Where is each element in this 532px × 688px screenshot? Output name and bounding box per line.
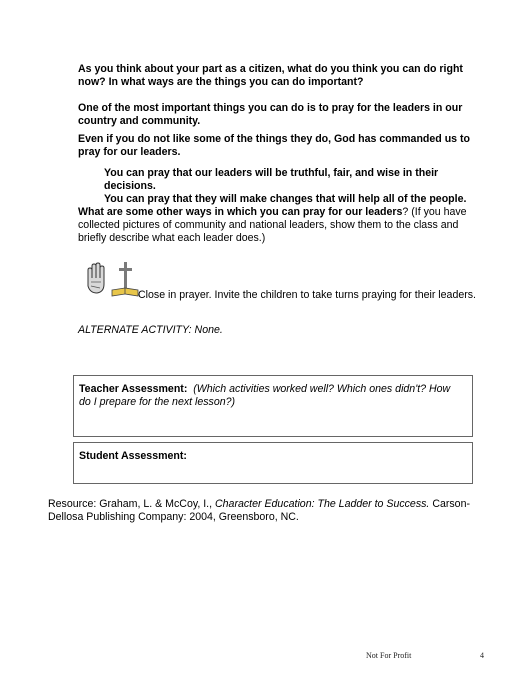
student-assessment-box[interactable] (73, 442, 473, 484)
closing-prayer-text: Close in prayer. Invite the children to take turns praying for their leaders. (138, 289, 476, 301)
prayer-instructions: ? (If you have collected pictures of community and national leaders, show them to the class and briefly describe what each leader does.) (78, 206, 467, 244)
teacher-assessment-label: Teacher Assessment: (79, 383, 188, 395)
paragraph-god-commanded: Even if you do not like some of the things they do, God has commanded us to pray for our leaders. (78, 133, 471, 158)
page-number: 4 (480, 651, 484, 660)
prayer-other-ways (78, 206, 478, 245)
paragraph-pray-leaders: One of the most important things you can do is to pray for the leaders in our country and community. (78, 102, 463, 127)
student-assessment-label: Student Assessment: (79, 450, 187, 462)
teacher-assessment-prompt: (Which activities worked well? Which ones didn't? How do I prepare for the next lesson?) (79, 383, 451, 408)
prayer-truthful: You can pray that our leaders will be truthful, fair, and wise in their decisions. (104, 167, 439, 192)
prayer-changes: You can pray that they will make changes that will help all of the people. (104, 193, 467, 205)
teacher-assessment-box[interactable] (73, 375, 473, 437)
resource-citation (48, 498, 498, 524)
paragraph-prayer-ways (78, 167, 478, 245)
resource-suffix: Carson-Dellosa Publishing Company: 2004, Greensboro, NC. (48, 498, 470, 523)
resource-prefix: Resource: Graham, L. & McCoy, I., (48, 498, 216, 510)
teacher-assessment-text (79, 383, 459, 409)
alternate-activity: ALTERNATE ACTIVITY: None. (78, 324, 223, 336)
resource-title: Character Education: The Ladder to Success. (215, 498, 430, 510)
paragraph-citizen-question: As you think about your part as a citizen, what do you think you can do right now? In what ways are the things you can do important? (78, 63, 463, 88)
praying-hand-icon (84, 260, 140, 300)
footer-not-for-profit: Not For Profit (366, 651, 412, 660)
prayer-question: What are some other ways in which you can pray for our leaders (78, 206, 403, 218)
prayer-icons (84, 260, 140, 300)
